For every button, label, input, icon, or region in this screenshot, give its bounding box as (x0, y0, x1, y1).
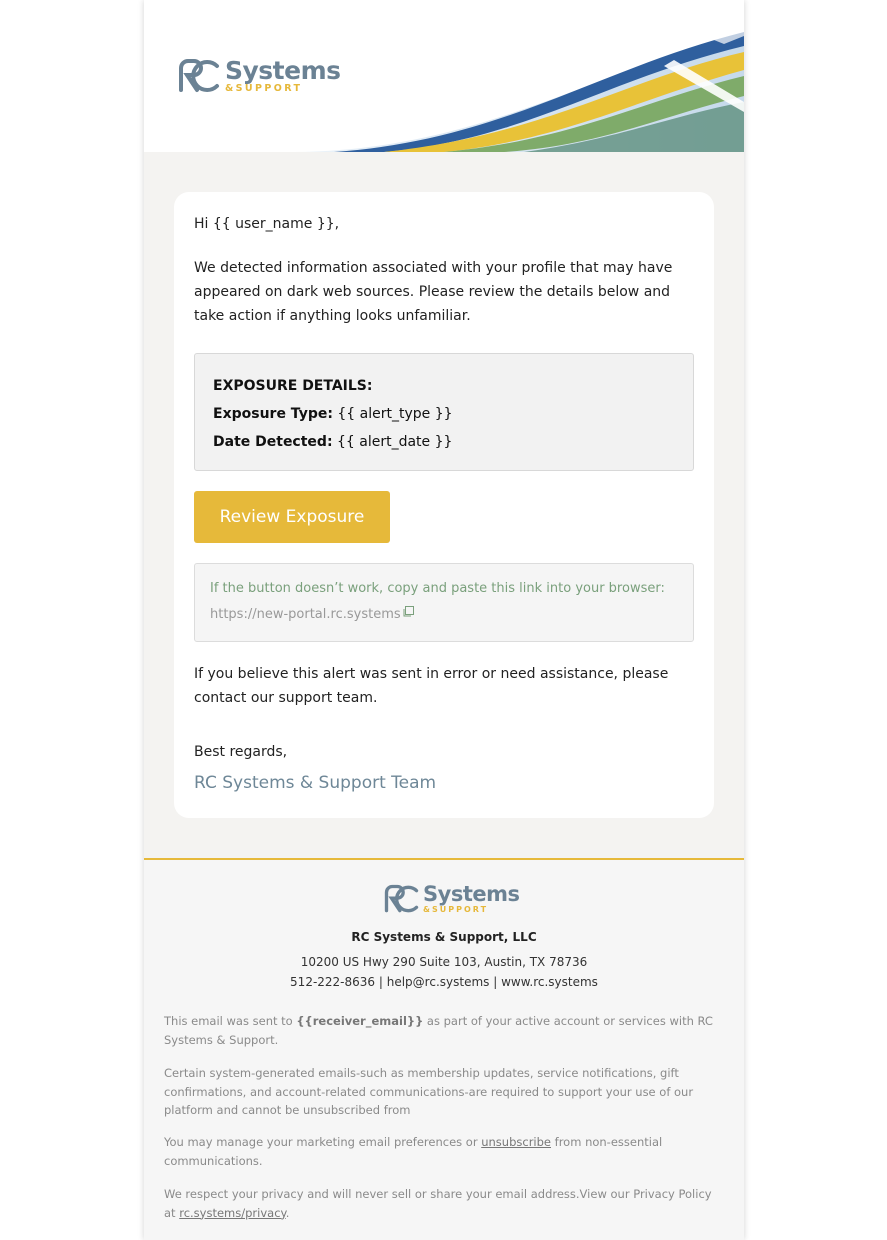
date-detected-label: Date Detected: (213, 434, 333, 450)
phone-link[interactable]: 512-222-8636 (290, 975, 376, 989)
logo-word-support: &SUPPORT (225, 83, 303, 95)
exposure-type-value: {{ alert_type }} (337, 406, 453, 422)
message-card (174, 192, 714, 818)
exposure-type-label: Exposure Type: (213, 406, 333, 422)
exposure-details-box (194, 353, 694, 471)
prefs-text-pre: You may manage your marketing email preferences or (164, 1135, 482, 1149)
footer-logo[interactable] (383, 884, 519, 914)
help-paragraph: If you believe this alert was sent in error or need assistance, please contact our support team. (194, 666, 669, 706)
copy-icon[interactable] (402, 606, 414, 618)
company-address: 10200 US Hwy 290 Suite 103, Austin, TX 78736 (300, 955, 588, 969)
greeting-text: Hi {{ user_name }}, (194, 216, 340, 232)
email-footer (144, 858, 744, 1240)
receiver-email: {{receiver_email}} (296, 1014, 424, 1028)
prefs-text-post: from non-essential communications. (164, 1135, 663, 1168)
sent-to-text-post: as part of your active account or services with RC Systems & Support. (164, 1014, 713, 1047)
email-header (144, 0, 744, 152)
fallback-link-box (194, 563, 694, 642)
regards-text: Best regards, (194, 744, 288, 760)
date-detected-value: {{ alert_date }} (337, 434, 453, 450)
rc-logo-icon (177, 58, 221, 94)
email-container (144, 0, 744, 1240)
sent-to-notice (164, 1012, 724, 1049)
header-logo[interactable] (177, 58, 341, 94)
rc-logo-icon (383, 884, 420, 914)
unsubscribe-link[interactable]: unsubscribe (481, 1135, 551, 1149)
logo-word-systems: Systems (225, 56, 341, 86)
fallback-link-hint: If the button doesn’t work, copy and paste this link into your browser: (210, 581, 665, 596)
logo-wordmark (225, 58, 341, 94)
intro-paragraph: We detected information associated with your profile that may have appeared on dark web sources. Please review the details below and take action if anything looks unfamiliar. (194, 260, 673, 324)
company-contact-line: 512-222-8636 | help@rc.systems | www.rc.systems (290, 975, 598, 989)
email-link[interactable]: help@rc.systems (386, 975, 490, 989)
team-signature: RC Systems & Support Team (194, 773, 437, 793)
logo-word-systems: Systems (423, 882, 520, 906)
sent-to-text-pre: This email was sent to (164, 1014, 297, 1028)
privacy-notice (164, 1185, 724, 1222)
logo-wordmark (423, 884, 519, 914)
review-exposure-button[interactable]: Review Exposure (194, 491, 390, 543)
fallback-link-url[interactable]: https://new-portal.rc.systems (210, 607, 401, 622)
required-emails-notice: Certain system-generated emails-such as membership updates, service notifications, gift confirmations, and account-related communications-are required to support your use of our platform and cannot be unsubscribed from (164, 1066, 694, 1117)
privacy-link[interactable]: rc.systems/privacy (179, 1205, 286, 1220)
details-heading: EXPOSURE DETAILS: (213, 378, 373, 394)
website-link[interactable]: www.rc.systems (501, 975, 598, 989)
privacy-text-pre: We respect your privacy and will never sell or share your email address.View our Privacy Policy at (164, 1187, 712, 1220)
preferences-notice (164, 1133, 724, 1170)
company-name: RC Systems & Support, LLC (351, 930, 537, 944)
privacy-text-post: . (285, 1205, 290, 1220)
logo-word-support: &SUPPORT (423, 905, 489, 914)
